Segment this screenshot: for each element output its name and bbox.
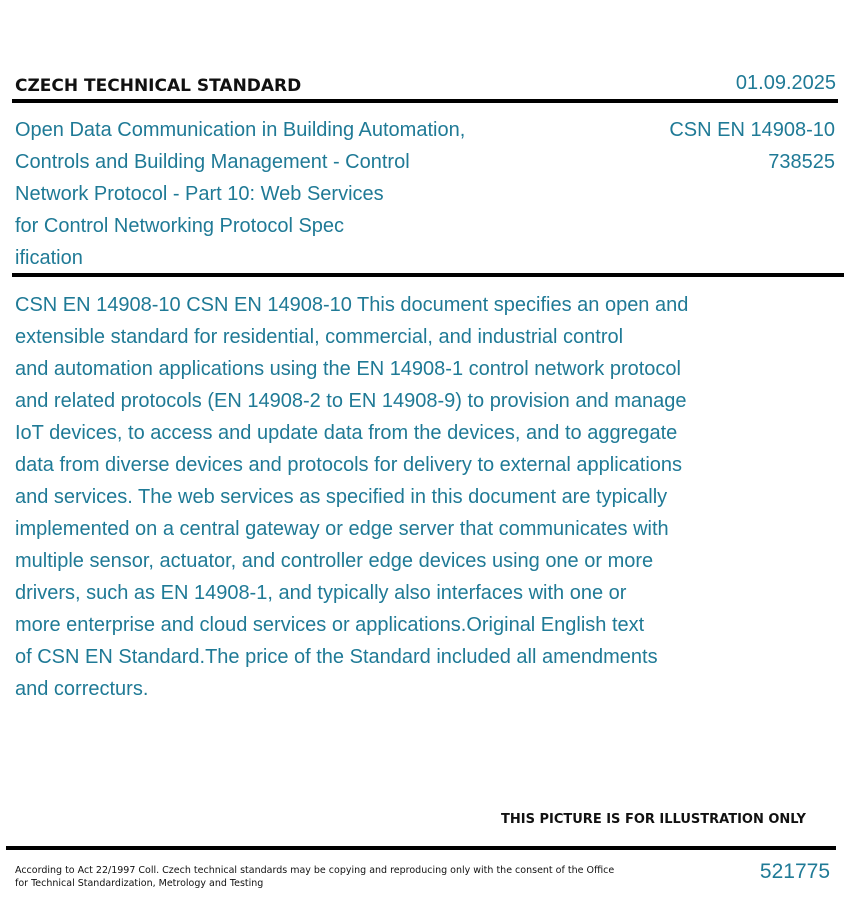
header-rule — [12, 99, 838, 103]
standard-title: Open Data Communication in Building Automation, Controls and Building Management - Control Network Protocol - Part 10: Web Services for Control Networking Protocol Spec ification — [15, 119, 466, 269]
title-rule — [12, 273, 844, 277]
standard-code: CSN EN 14908-10 — [669, 119, 835, 141]
standard-number: 738525 — [768, 151, 835, 173]
header-label: CZECH TECHNICAL STANDARD — [15, 76, 302, 96]
standard-code-block — [669, 114, 835, 178]
standard-description: CSN EN 14908-10 CSN EN 14908-10 This document specifies an open and extensible standard for residential, commercial, and industrial control and automation applications using the EN 14908-1 control network protocol and related protocols (EN 14908-2 to EN 14908-9) to provision and manage IoT devices, to access and update data from the devices, and to aggregate data from diverse devices and protocols for delivery to external applications and services. The web services as specified in this document are typically implemented on a central gateway or edge server that communicates with multiple sensor, actuator, and controller edge devices using one or more drivers, such as EN 14908-1, and typically also interfaces with one or more enterprise and cloud services or applications.Original English text of CSN EN Standard.The price of the Standard included all amendments and correcturs. — [15, 294, 689, 700]
footer-legal-note: According to Act 22/1997 Coll. Czech technical standards may be copying and reproducing only with the consent of the Office for Technical Standardization, Metrology and Testing — [15, 865, 615, 889]
footer-number: 521775 — [759, 860, 830, 883]
publication-date: 01.09.2025 — [735, 72, 836, 94]
illustration-note: THIS PICTURE IS FOR ILLUSTRATION ONLY — [501, 812, 806, 827]
footer-rule — [6, 846, 836, 850]
